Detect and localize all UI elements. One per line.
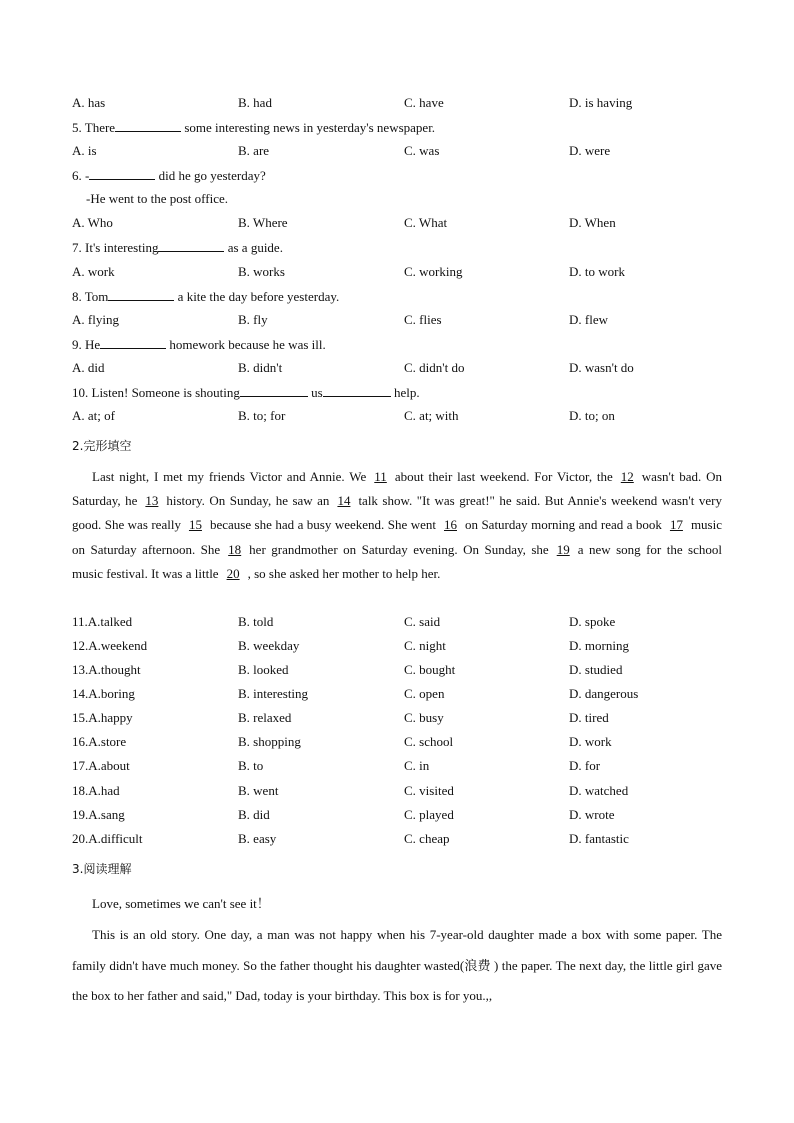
q8-option-d: D. flew <box>569 312 608 327</box>
option-14-c: C. open <box>404 686 445 701</box>
option-15-d: D. tired <box>569 710 609 725</box>
q7-option-d: D. to work <box>569 264 625 279</box>
option-11-b: B. told <box>238 614 274 629</box>
q6-option-b: B. Where <box>238 215 288 230</box>
option-19-a: 19.A.sang <box>72 807 125 822</box>
cloze-options-17 <box>72 758 732 774</box>
option-13-a: 13.A.thought <box>72 662 141 677</box>
blank-15: 15 <box>188 517 202 533</box>
option-19-d: D. wrote <box>569 807 615 822</box>
option-13-c: C. bought <box>404 662 456 677</box>
option-16-b: B. shopping <box>238 734 301 749</box>
option-15-a: 15.A.happy <box>72 710 133 725</box>
blank-18: 18 <box>228 541 242 557</box>
q9-stem: 9. He homework because he was ill. <box>72 337 326 352</box>
q9-blank <box>100 336 166 349</box>
cloze-options-15 <box>72 710 732 726</box>
q8-option-c: C. flies <box>404 312 442 327</box>
cloze-options-16 <box>72 734 732 750</box>
blank-13: 13 <box>145 493 159 509</box>
blank-14: 14 <box>337 493 351 509</box>
option-14-a: 14.A.boring <box>72 686 135 701</box>
q10-option-a: A. at; of <box>72 408 115 423</box>
reading-paragraph: This is an old story. One day, a man was not happy when his 7-year-old daughter made a box with some paper. The family didn't have much money. So the father thought his daughter wasted(浪费 ) the paper. The next day, the little girl gave the box to her father and said," Dad, today is your birthday. This box is for you.,, <box>72 927 722 1004</box>
blank-16: 16 <box>443 517 457 533</box>
q9-option-a: A. did <box>72 360 105 375</box>
option-13-d: D. studied <box>569 662 623 677</box>
option-12-b: B. weekday <box>238 638 300 653</box>
blank-20: 20 <box>226 565 240 581</box>
blank-12: 12 <box>620 469 634 484</box>
option-13-b: B. looked <box>238 662 289 677</box>
option-11-c: C. said <box>404 614 441 629</box>
q8-option-a: A. flying <box>72 312 119 327</box>
q8-option-b: B. fly <box>238 312 268 327</box>
q6-options <box>72 215 732 231</box>
q9-option-b: B. didn't <box>238 360 283 375</box>
option-19-c: C. played <box>404 807 454 822</box>
q6-option-d: D. When <box>569 215 616 230</box>
cloze-options-19 <box>72 807 732 823</box>
option-11-d: D. spoke <box>569 614 616 629</box>
q6-stem: 6. - did he go yesterday? <box>72 168 266 183</box>
option-20-b: B. easy <box>238 831 277 846</box>
cloze-options-14 <box>72 686 732 702</box>
q7-options <box>72 264 732 280</box>
q5-blank <box>115 119 181 132</box>
q5-stem: 5. There some interesting news in yesterday's newspaper. <box>72 120 436 135</box>
option-12-d: D. morning <box>569 638 629 653</box>
q10-option-b: B. to; for <box>238 408 286 423</box>
q5-option-c: C. was <box>404 143 440 158</box>
section-2-title: 2.完形填空 <box>72 439 132 453</box>
q6-answer-line: -He went to the post office. <box>86 191 228 206</box>
option-15-b: B. relaxed <box>238 710 292 725</box>
option-20-c: C. cheap <box>404 831 450 846</box>
q10-blank-2 <box>323 384 391 397</box>
q8-blank <box>108 288 174 301</box>
q4-options <box>72 95 732 111</box>
q6-blank <box>89 167 155 180</box>
q7-blank <box>158 239 224 252</box>
q6-option-c: C. What <box>404 215 448 230</box>
option-18-b: B. went <box>238 783 279 798</box>
q9-option-d: D. wasn't do <box>569 360 634 375</box>
option-16-c: C. school <box>404 734 454 749</box>
q10-blank-1 <box>240 384 308 397</box>
option-20-d: D. fantastic <box>569 831 629 846</box>
q4-option-d: D. is having <box>569 95 633 110</box>
blank-11: 11 <box>374 469 387 484</box>
option-14-b: B. interesting <box>238 686 309 701</box>
option-17-a: 17.A.about <box>72 758 130 773</box>
q8-stem: 8. Tom a kite the day before yesterday. <box>72 289 340 304</box>
option-18-d: D. watched <box>569 783 629 798</box>
q8-options <box>72 312 732 328</box>
option-18-c: C. visited <box>404 783 454 798</box>
blank-17: 17 <box>669 517 683 533</box>
q7-option-a: A. work <box>72 264 115 279</box>
q9-option-c: C. didn't do <box>404 360 465 375</box>
option-19-b: B. did <box>238 807 270 822</box>
q4-option-c: C. have <box>404 95 444 110</box>
q10-stem: 10. Listen! Someone is shouting us help. <box>72 385 420 400</box>
option-14-d: D. dangerous <box>569 686 639 701</box>
cloze-options-13 <box>72 662 732 678</box>
q5-option-a: A. is <box>72 143 97 158</box>
q4-option-b: B. had <box>238 95 272 110</box>
option-17-b: B. to <box>238 758 264 773</box>
cloze-options-11 <box>72 614 732 630</box>
q6-option-a: A. Who <box>72 215 113 230</box>
option-20-a: 20.A.difficult <box>72 831 143 846</box>
section-3-title: 3.阅读理解 <box>72 862 132 876</box>
option-11-a: 11.A.talked <box>72 614 133 629</box>
q7-stem: 7. It's interesting as a guide. <box>72 240 283 255</box>
option-15-c: C. busy <box>404 710 444 725</box>
blank-19: 19 <box>556 541 570 557</box>
q4-option-a: A. has <box>72 95 106 110</box>
option-16-a: 16.A.store <box>72 734 127 749</box>
q7-option-b: B. works <box>238 264 285 279</box>
cloze-options-20 <box>72 831 732 847</box>
q5-option-b: B. are <box>238 143 270 158</box>
reading-title: Love, sometimes we can't see it！ <box>92 896 270 911</box>
q10-options <box>72 408 732 424</box>
q10-option-d: D. to; on <box>569 408 615 423</box>
option-16-d: D. work <box>569 734 612 749</box>
cloze-options-12 <box>72 638 732 654</box>
option-12-a: 12.A.weekend <box>72 638 148 653</box>
option-17-d: D. for <box>569 758 601 773</box>
q9-options <box>72 360 732 376</box>
option-12-c: C. night <box>404 638 446 653</box>
q5-option-d: D. were <box>569 143 611 158</box>
cloze-options-18 <box>72 783 732 799</box>
option-17-c: C. in <box>404 758 430 773</box>
q10-option-c: C. at; with <box>404 408 459 423</box>
option-18-a: 18.A.had <box>72 783 120 798</box>
q5-options <box>72 143 732 159</box>
cloze-passage: Last night, I met my friends Victor and Annie. We 11 about their last weekend. For Victor, the 12 wasn't bad. On Saturday, he 13 history. On Sunday, he saw an 14 talk show. "It was great!" he said. But Annie's weekend wasn't very good. She was really 15 because she had a busy weekend. She went 16 on Saturday morning and read a book 17 music on Saturday afternoon. She 18 her grandmother on Saturday evening. On Sunday, she 19 a new song for the school music festival. It was a little 20 , so she asked her mother to help her. <box>72 469 722 581</box>
q7-option-c: C. working <box>404 264 463 279</box>
